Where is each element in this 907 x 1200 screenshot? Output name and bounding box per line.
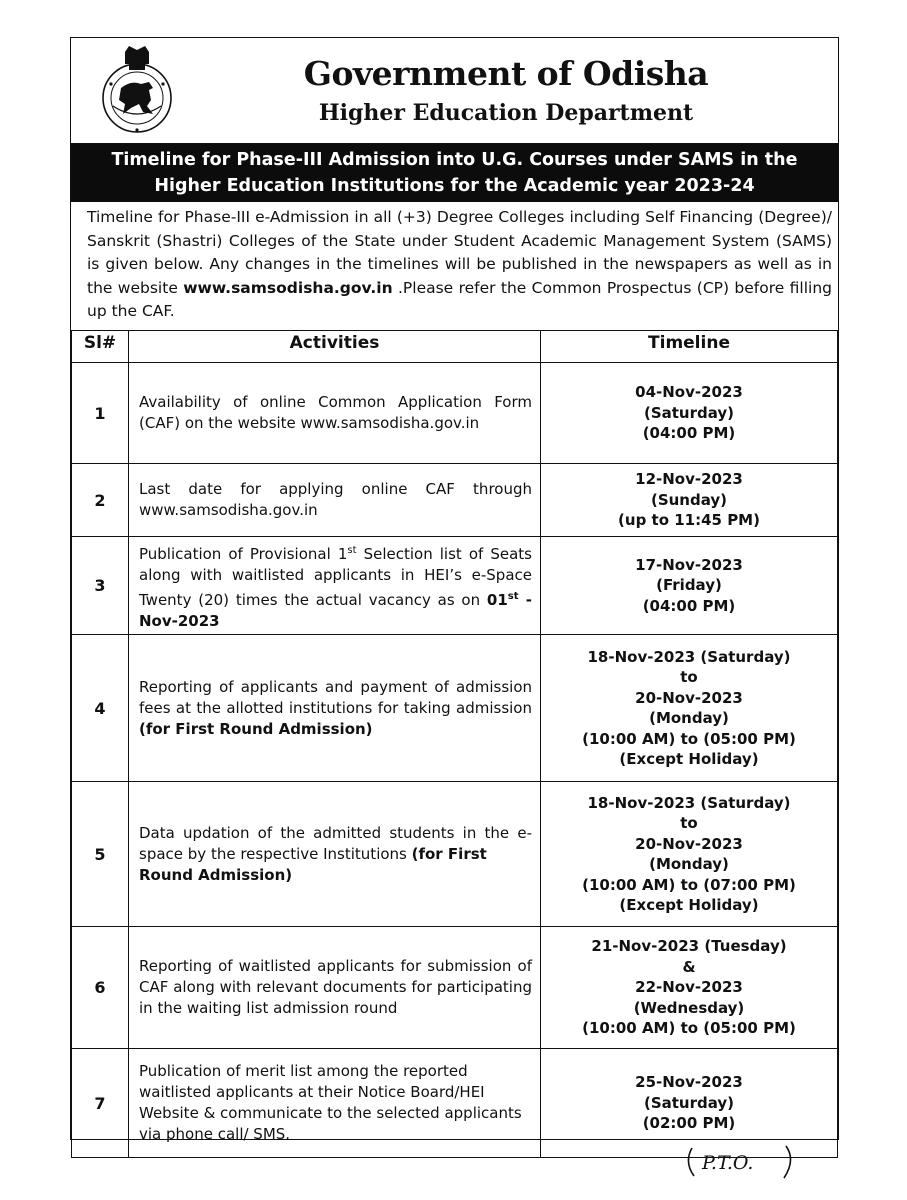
timeline-line: 12-Nov-2023 — [635, 470, 743, 489]
handwritten-pto-note — [686, 1142, 796, 1182]
timeline-line: 20-Nov-2023 — [635, 688, 743, 707]
table-header-row — [72, 331, 838, 363]
timeline-line: (Monday) — [649, 855, 729, 873]
department-title: Higher Education Department — [318, 100, 694, 126]
intro-text: Timeline for Phase-III e-Admission in all (+3) Degree Colleges including Self Financing (Degree)/ Sanskrit (Shastri) Colleges of the State under Student Academic Management System (SAMS) is given below. Any changes in the timelines will be published in the newspapers as well as in the website — [87, 208, 832, 297]
timeline-line: (Wednesday) — [633, 998, 745, 1017]
timeline-line: (Monday) — [649, 709, 729, 727]
banner-line-1: Timeline for Phase-III Admission into U.G. Courses under SAMS in the — [111, 150, 798, 170]
activity-round: (for First Round Admission) — [139, 719, 373, 738]
row-activity: Publication of merit list among the reported waitlisted applicants at their Notice Board/HEI Website & communicate to the selected applicants via phone call/ SMS. — [129, 1049, 541, 1158]
intro-website-link: www.samsodisha.gov.in — [183, 278, 393, 297]
letterhead — [71, 38, 838, 144]
timeline-line: (02:00 PM) — [642, 1114, 736, 1133]
timeline-line: (04:00 PM) — [642, 596, 736, 615]
timeline-line: (10:00 AM) to (05:00 PM) — [582, 729, 796, 748]
row-number: 4 — [72, 635, 129, 782]
timeline-line: & — [682, 957, 696, 976]
row-timeline — [541, 927, 838, 1049]
activity-text: Selection list of Seats along with waitlisted applicants in HEI’s e-Space Twenty (20) times the actual vacancy as on — [139, 544, 533, 609]
header-activities: Activities — [129, 331, 541, 363]
table-row — [72, 635, 838, 782]
timeline-line: (Sunday) — [650, 490, 728, 509]
timeline-line: (Except Holiday) — [619, 750, 759, 768]
intro-paragraph — [87, 206, 832, 324]
row-number: 6 — [72, 927, 129, 1049]
activity-date: 01 — [486, 590, 508, 609]
timeline-line: (Saturday) — [643, 403, 735, 422]
timeline-line: 18-Nov-2023 (Saturday) — [587, 793, 791, 812]
header-timeline: Timeline — [541, 331, 838, 363]
row-activity: Last date for applying online CAF through www.samsodisha.gov.in — [129, 464, 541, 537]
pto-text: P.T.O. — [702, 1152, 754, 1174]
timeline-line: 04-Nov-2023 — [635, 383, 743, 402]
row-number: 5 — [72, 782, 129, 927]
timeline-line: (10:00 AM) to (07:00 PM) — [582, 875, 796, 894]
row-activity — [129, 782, 541, 927]
timeline-line: (Except Holiday) — [619, 896, 759, 914]
activity-date: -Nov-2023 — [139, 590, 533, 630]
timeline-line: 22-Nov-2023 — [635, 978, 743, 997]
activity-text: Publication of Provisional 1 — [139, 544, 348, 563]
row-timeline — [541, 537, 838, 635]
odisha-emblem-icon — [91, 44, 183, 136]
row-number: 3 — [72, 537, 129, 635]
table-row — [72, 927, 838, 1049]
row-timeline — [541, 363, 838, 464]
timeline-banner — [71, 144, 838, 202]
timeline-line: 20-Nov-2023 — [635, 834, 743, 853]
timeline-line: 25-Nov-2023 — [635, 1073, 743, 1092]
intro-text-end: .Please refer the Common Prospectus (CP) before filling up the CAF. — [87, 278, 832, 320]
timeline-line: (up to 11:45 PM) — [618, 511, 760, 530]
timeline-line: to — [680, 814, 698, 832]
timeline-line: to — [680, 668, 698, 686]
timeline-line: 17-Nov-2023 — [635, 555, 743, 574]
row-number: 1 — [72, 363, 129, 464]
banner-line-2: Higher Education Institutions for the Academic year 2023-24 — [154, 176, 755, 196]
row-activity — [129, 635, 541, 782]
ordinal-suffix: st — [347, 544, 357, 556]
table-row — [72, 782, 838, 927]
activity-round: Round Admission) — [139, 865, 293, 884]
activity-round: (for First — [411, 844, 487, 863]
activity-text: Data updation of the admitted students in the e-space by the respective Institutions — [139, 823, 532, 863]
timeline-line: (Friday) — [656, 576, 722, 595]
table-row — [72, 537, 838, 635]
activity-text: Reporting of applicants and payment of admission fees at the allotted institutions for taking admission — [139, 677, 532, 717]
government-title: Government of Odisha — [303, 54, 709, 93]
ordinal-suffix: st — [507, 590, 519, 602]
document-frame — [70, 37, 839, 1143]
row-activity: Reporting of waitlisted applicants for submission of CAF along with relevant documents for participating in the waiting list admission round — [129, 927, 541, 1049]
row-activity: Availability of online Common Application Form (CAF) on the website www.samsodisha.gov.in — [129, 363, 541, 464]
row-number: 2 — [72, 464, 129, 537]
table-row — [72, 363, 838, 464]
row-number: 7 — [72, 1049, 129, 1158]
timeline-line: (10:00 AM) to (05:00 PM) — [582, 1019, 796, 1038]
row-activity — [129, 537, 541, 635]
timeline-line: 21-Nov-2023 (Tuesday) — [591, 937, 787, 956]
header-sl: Sl# — [72, 331, 129, 363]
timeline-line: (04:00 PM) — [642, 424, 736, 443]
row-timeline — [541, 635, 838, 782]
timeline-line: (Saturday) — [643, 1093, 735, 1112]
row-timeline — [541, 782, 838, 927]
timeline-table — [71, 330, 838, 1158]
timeline-line: 18-Nov-2023 (Saturday) — [587, 647, 791, 666]
row-timeline — [541, 464, 838, 537]
table-row — [72, 464, 838, 537]
